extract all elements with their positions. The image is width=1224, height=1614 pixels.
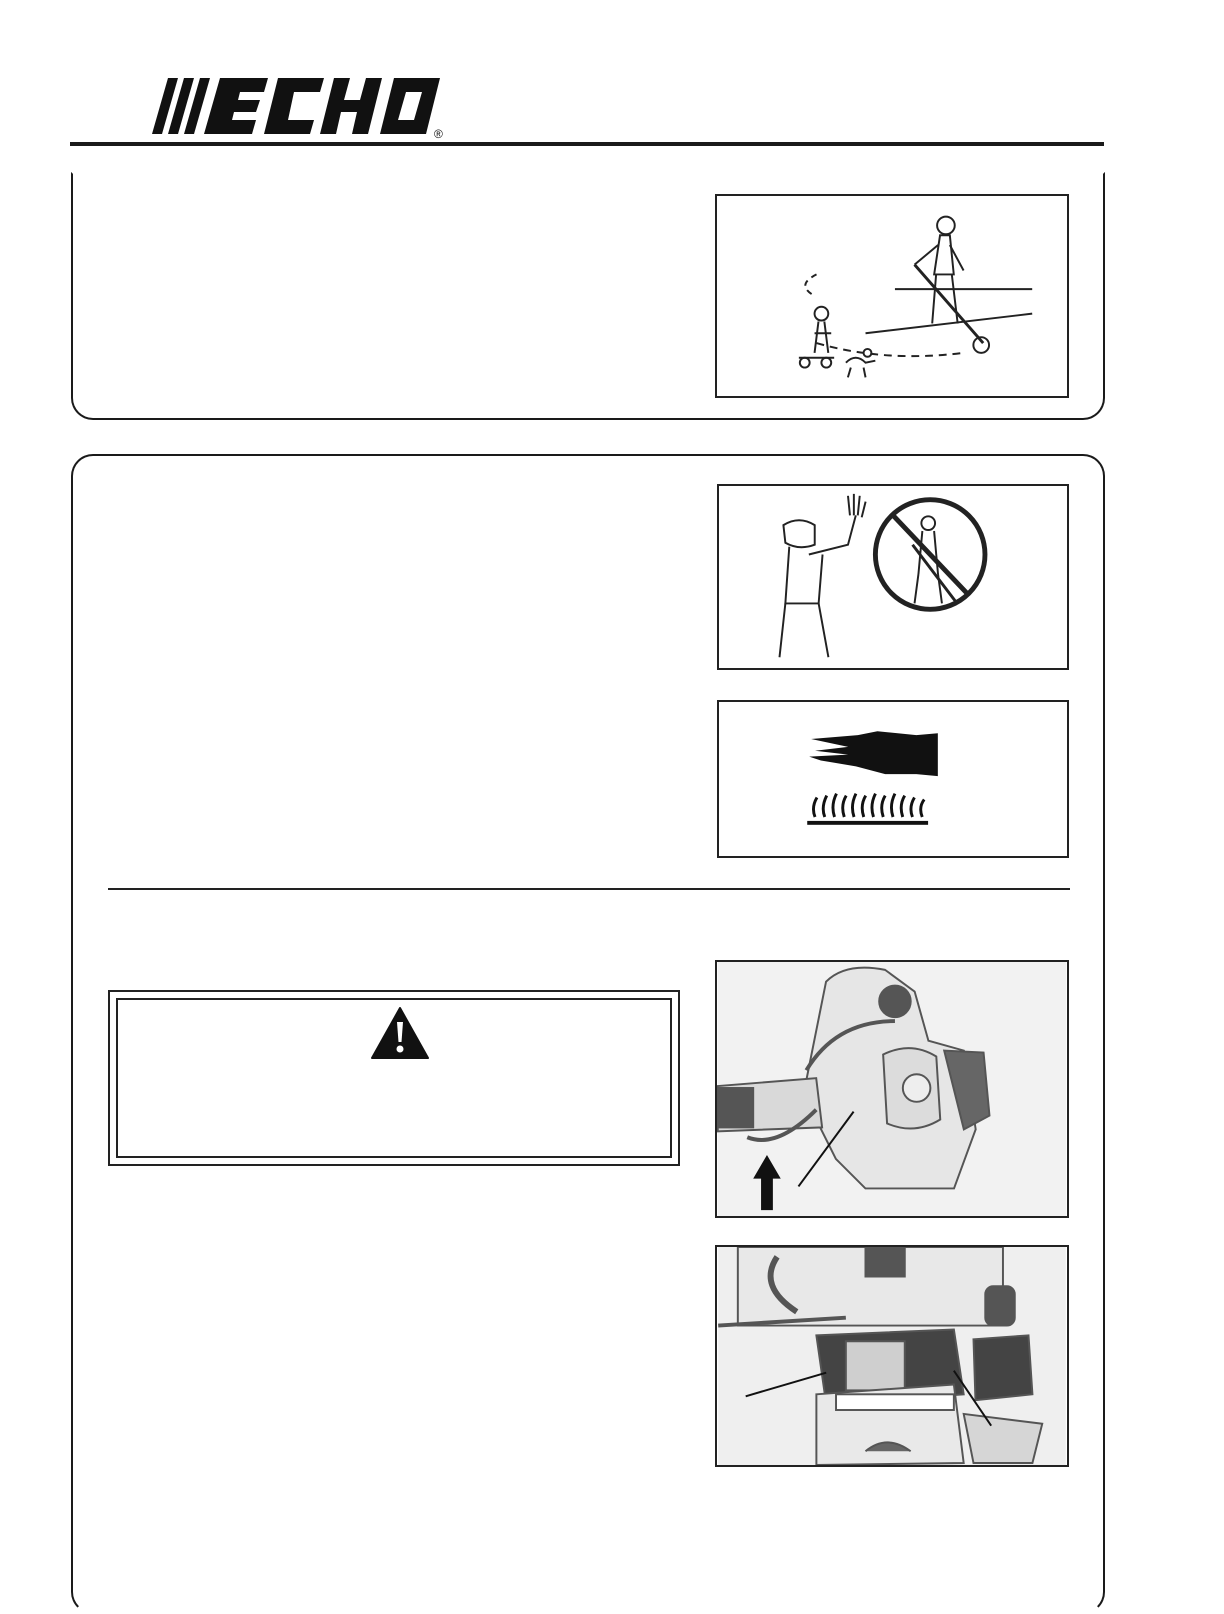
- warning-triangle-icon: [370, 1006, 430, 1060]
- header-rule: [70, 142, 1104, 146]
- keep-away-illustration: [717, 484, 1069, 670]
- trimmer-bystander-icon: [717, 196, 1067, 396]
- stop-hand-icon: [719, 486, 1067, 668]
- section-divider: [108, 888, 1070, 890]
- registered-mark: ®: [434, 127, 443, 141]
- hot-surface-icon: [719, 702, 1067, 856]
- carburetor-photo-icon: [717, 1247, 1067, 1465]
- carburetor-photo: [715, 1245, 1069, 1467]
- echo-logo: [148, 70, 458, 142]
- bystander-illustration: [715, 194, 1069, 398]
- warning-box-inner: [116, 998, 672, 1158]
- engine-photo: [715, 960, 1069, 1218]
- warning-box: [108, 990, 680, 1166]
- engine-photo-icon: [717, 962, 1067, 1216]
- hot-surface-illustration: [717, 700, 1069, 858]
